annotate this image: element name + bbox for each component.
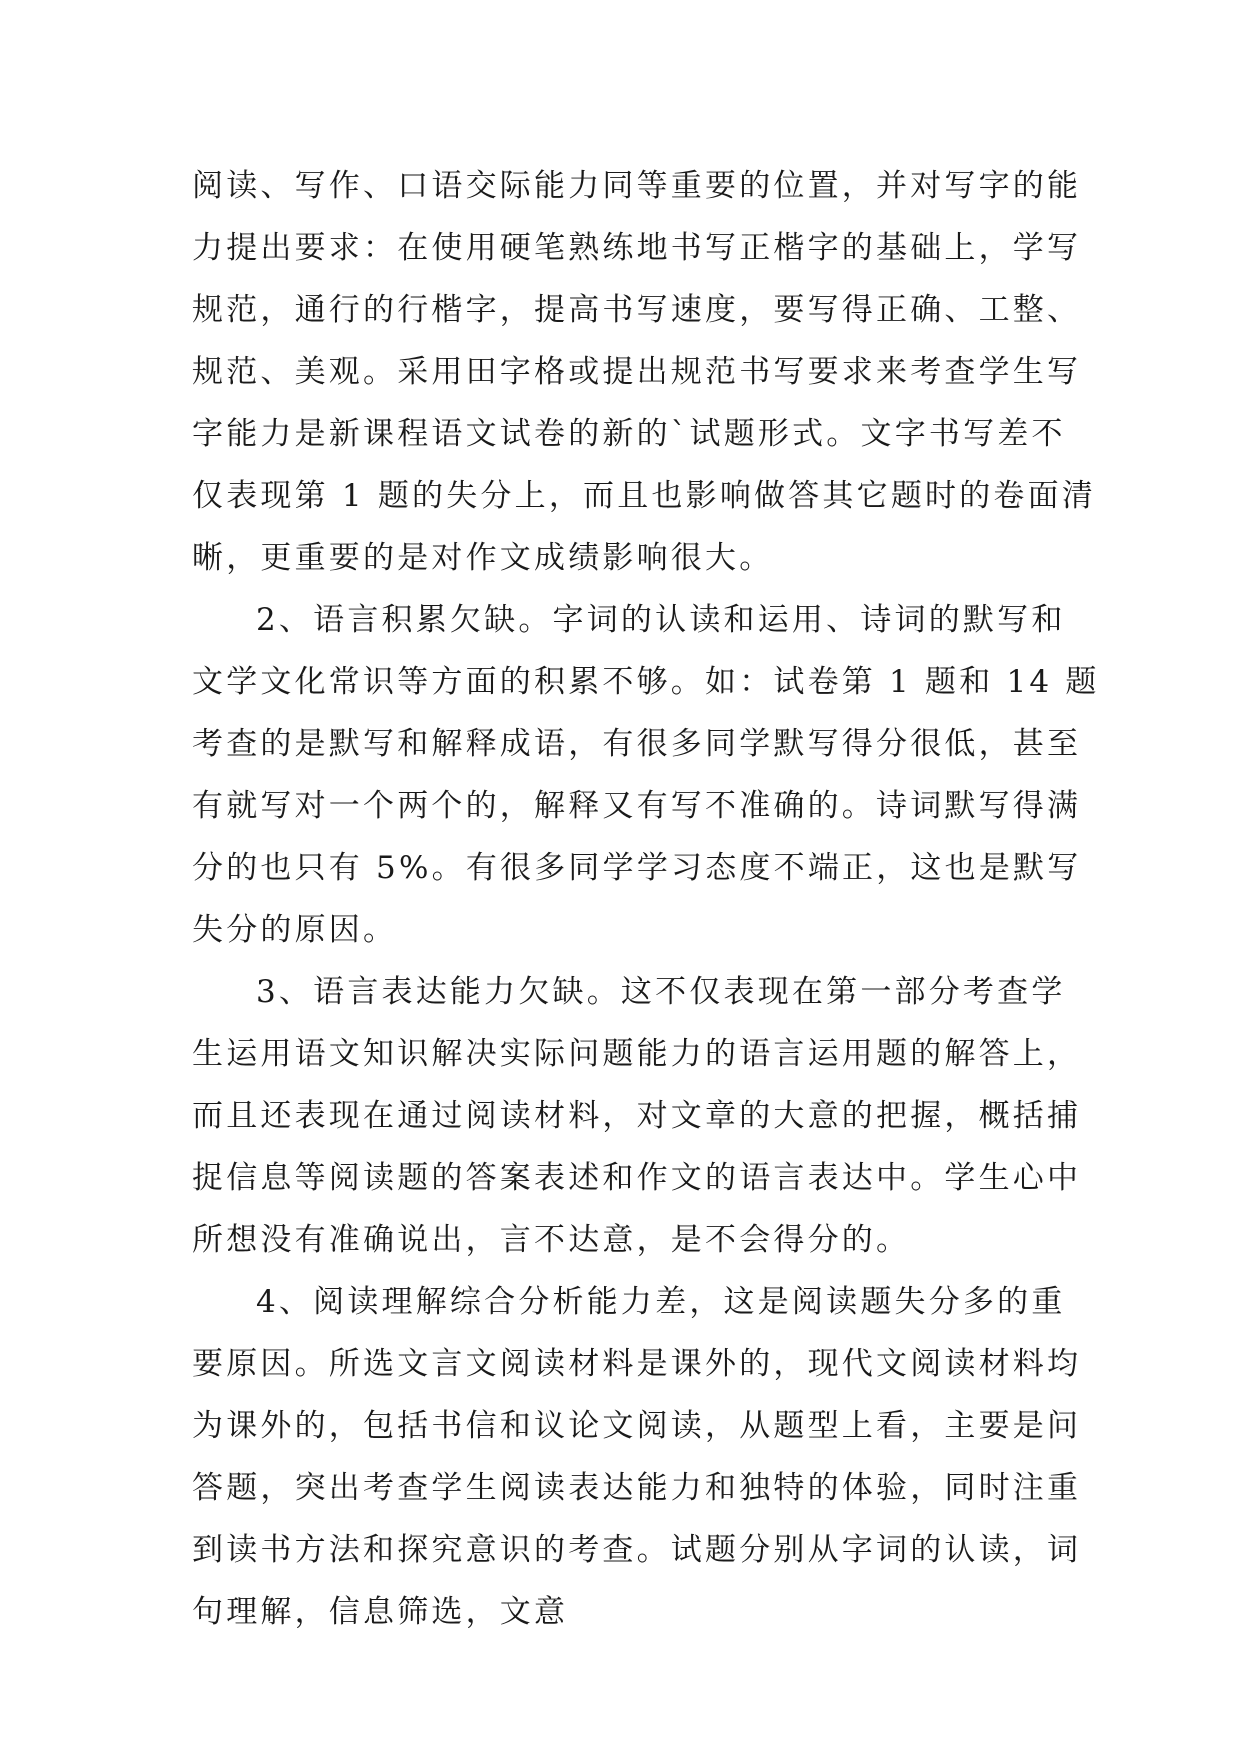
text-line: 3、语言表达能力欠缺。这不仅表现在第一部分考查学 [256, 974, 1066, 1010]
text-line: 文学文化常识等方面的积累不够。如：试卷第 1 题和 14 题 [192, 664, 1100, 700]
text-line: 而且还表现在通过阅读材料，对文章的大意的把握，概括捕 [192, 1098, 1082, 1134]
text-line: 句理解，信息筛选，文意 [192, 1594, 569, 1630]
text-line: 生运用语文知识解决实际问题能力的语言运用题的解答上， [192, 1036, 1082, 1072]
text-line: 阅读、写作、口语交际能力同等重要的位置，并对写字的能 [192, 168, 1082, 204]
text-line: 失分的原因。 [192, 912, 398, 948]
text-line: 到读书方法和探究意识的考查。试题分别从字词的认读，词 [192, 1532, 1082, 1568]
text-line: 仅表现第 1 题的失分上，而且也影响做答其它题时的卷面清 [192, 478, 1097, 514]
text-line: 字能力是新课程语文试卷的新的`试题形式。文字书写差不 [192, 416, 1066, 452]
text-line: 要原因。所选文言文阅读材料是课外的，现代文阅读材料均 [192, 1346, 1082, 1382]
text-line: 2、语言积累欠缺。字词的认读和运用、诗词的默写和 [256, 602, 1066, 638]
text-line: 为课外的，包括书信和议论文阅读，从题型上看，主要是问 [192, 1408, 1082, 1444]
text-line: 分的也只有 5%。有很多同学学习态度不端正，这也是默写 [192, 850, 1082, 886]
text-line: 力提出要求：在使用硬笔熟练地书写正楷字的基础上，学写 [192, 230, 1082, 266]
body-text [192, 155, 1100, 1643]
text-line: 晰，更重要的是对作文成绩影响很大。 [192, 540, 774, 576]
text-line: 规范，通行的行楷字，提高书写速度，要写得正确、工整、 [192, 292, 1082, 328]
text-line: 有就写对一个两个的，解释又有写不准确的。诗词默写得满 [192, 788, 1082, 824]
text-line: 4、阅读理解综合分析能力差，这是阅读题失分多的重 [256, 1284, 1066, 1320]
text-line: 考查的是默写和解释成语，有很多同学默写得分很低，甚至 [192, 726, 1082, 762]
text-line: 答题，突出考查学生阅读表达能力和独特的体验，同时注重 [192, 1470, 1082, 1506]
text-line: 所想没有准确说出，言不达意，是不会得分的。 [192, 1222, 911, 1258]
text-line: 规范、美观。采用田字格或提出规范书写要求来考查学生写 [192, 354, 1082, 390]
text-line: 捉信息等阅读题的答案表述和作文的语言表达中。学生心中 [192, 1160, 1082, 1196]
